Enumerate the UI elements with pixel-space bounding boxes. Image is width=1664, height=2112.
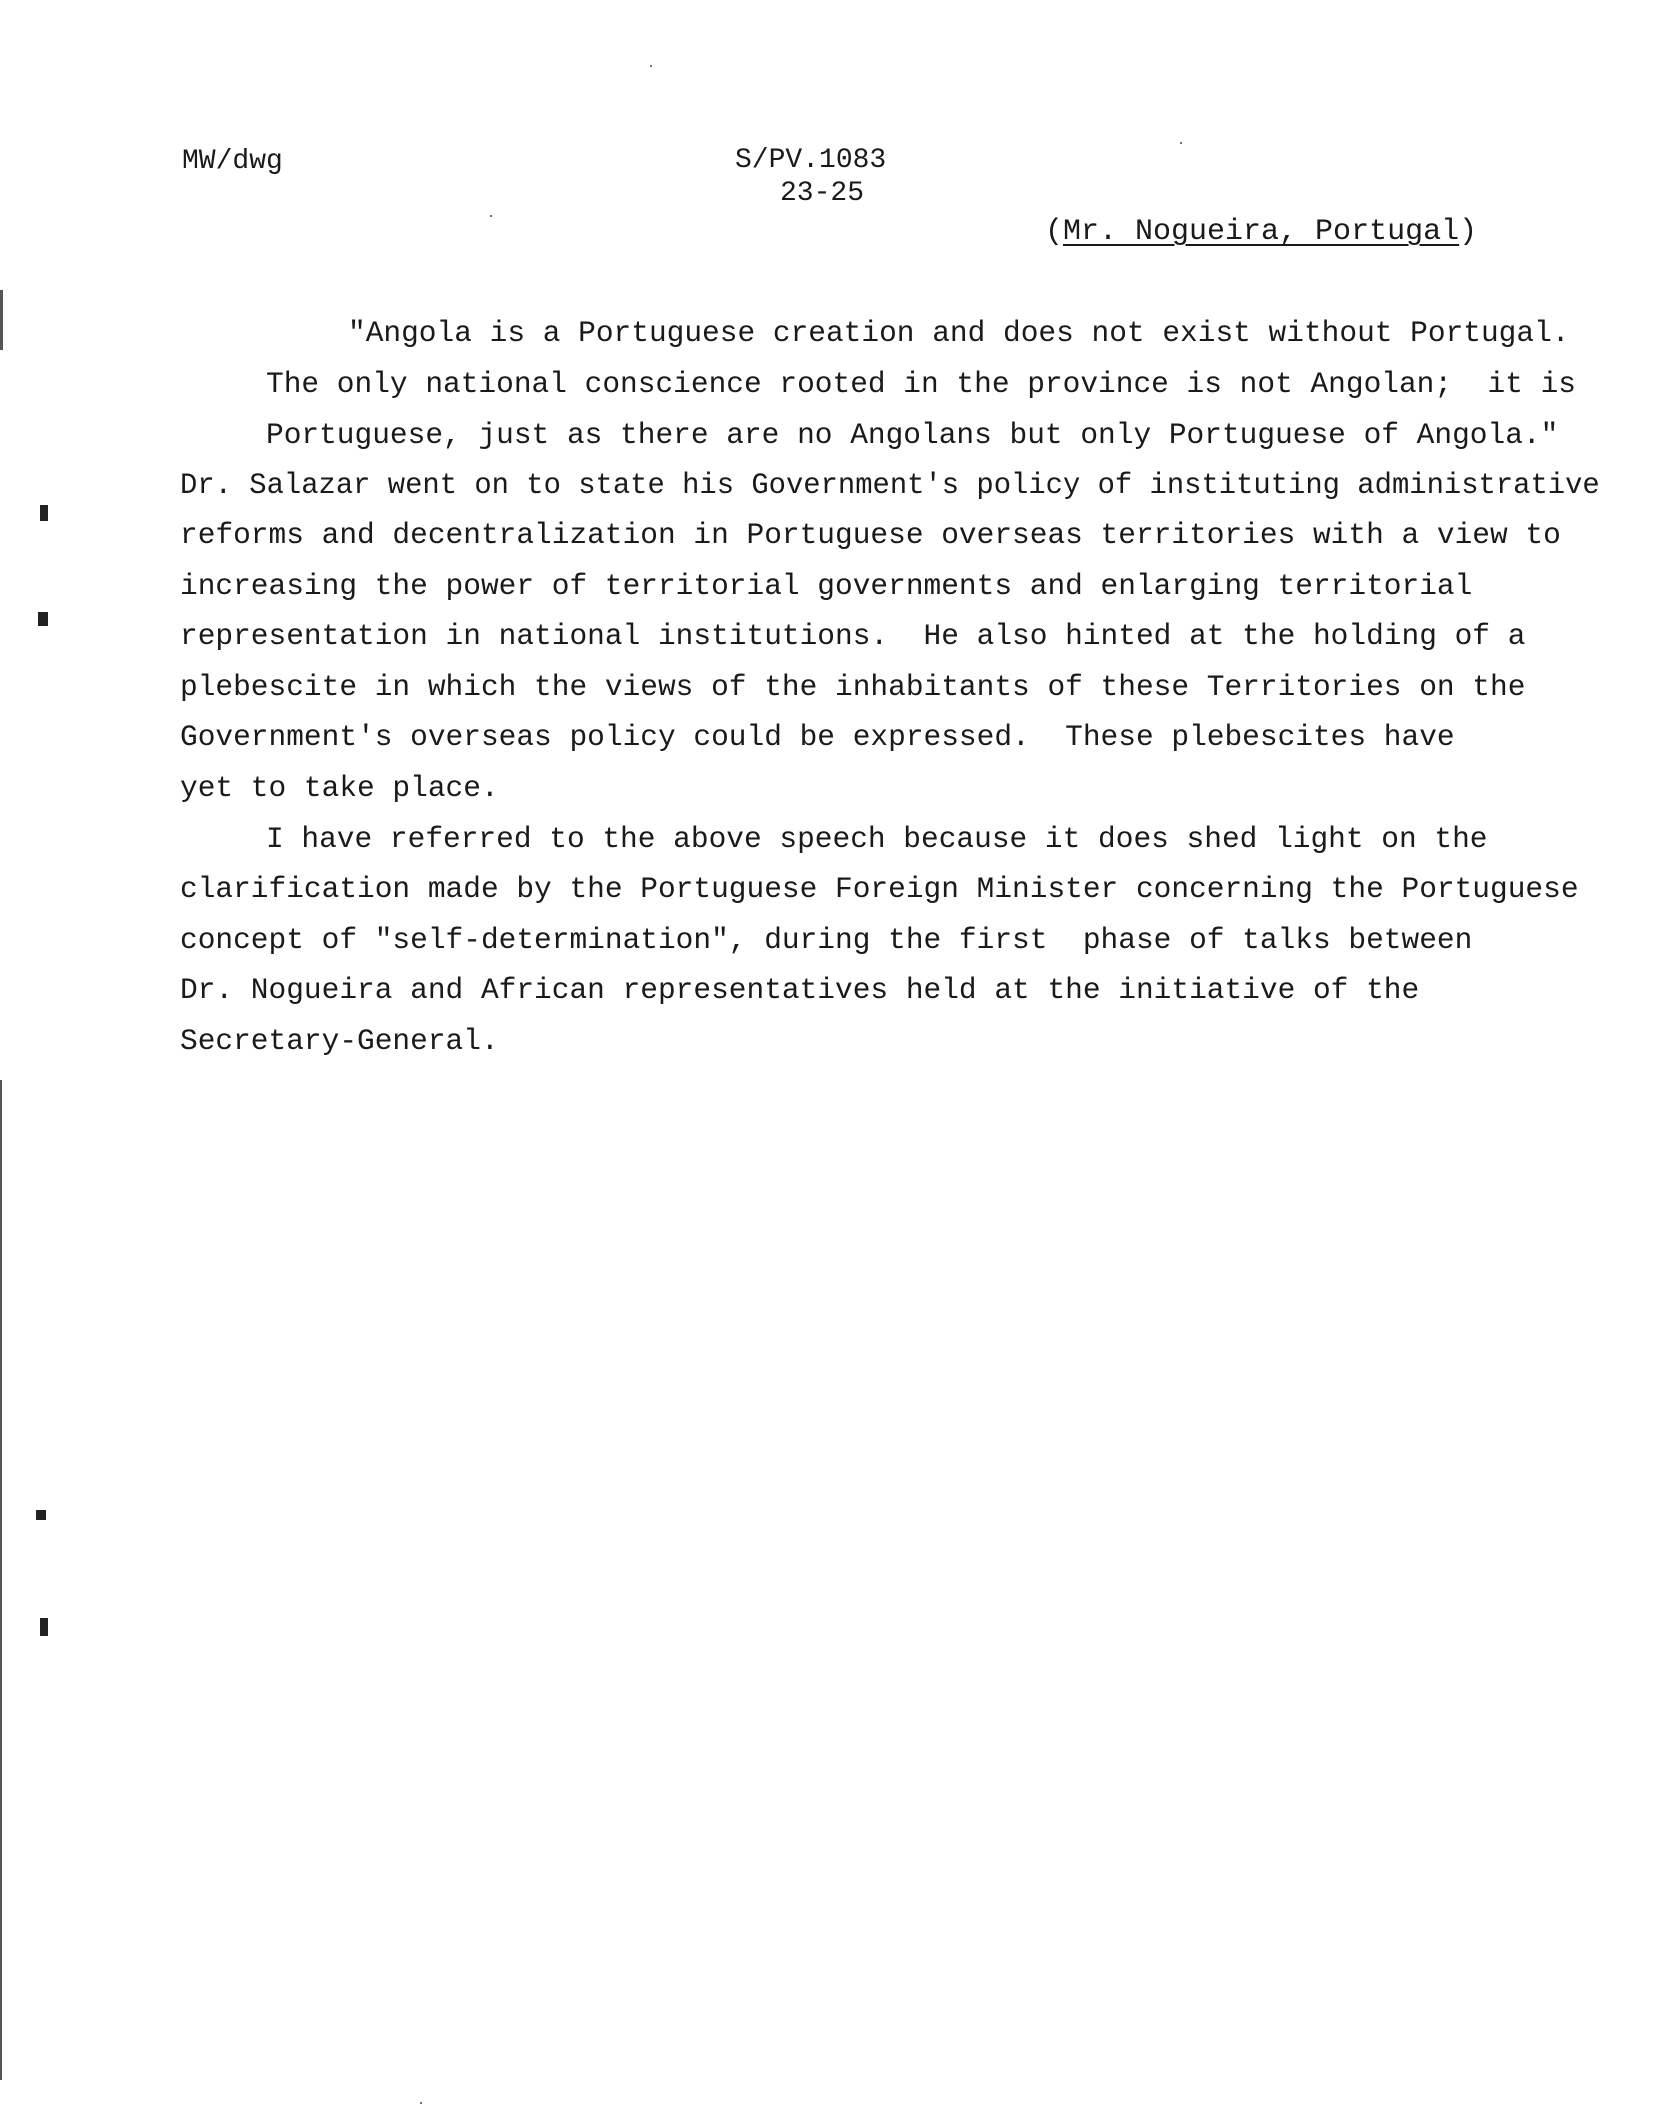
document-symbol: S/PV.1083 — [735, 145, 887, 176]
text-line: Dr. Salazar went on to state his Government's policy of instituting administrative — [180, 468, 1600, 502]
text-line: representation in national institutions. He also hinted at the holding of a — [180, 619, 1526, 653]
text-line: concept of "self-determination", during the first phase of talks between — [180, 923, 1473, 957]
typist-initials: MW/dwg — [182, 146, 283, 177]
speaker-name: Mr. Nogueira, Portugal — [1063, 215, 1460, 249]
text-line: "Angola is a Portuguese creation and does not exist without Portugal. — [348, 316, 1570, 350]
text-line: I have referred to the above speech because it does shed light on the — [266, 822, 1488, 856]
speaker-attribution: (Mr. Nogueira, Portugal) — [1045, 215, 1478, 249]
text-line: reforms and decentralization in Portuguese overseas territories with a view to — [180, 518, 1561, 552]
page-range: 23-25 — [780, 178, 865, 209]
text-line: clarification made by the Portuguese Foreign Minister concerning the Portuguese — [180, 872, 1579, 906]
text-line: yet to take place. — [180, 771, 499, 805]
text-line: The only national conscience rooted in the province is not Angolan; it is — [266, 367, 1577, 401]
text-line: increasing the power of territorial governments and enlarging territorial — [180, 569, 1473, 603]
text-line: Dr. Nogueira and African representatives held at the initiative of the — [180, 973, 1420, 1007]
text-line: Portuguese, just as there are no Angolans but only Portuguese of Angola." — [266, 418, 1559, 452]
text-line: Government's overseas policy could be expressed. These plebescites have — [180, 720, 1455, 754]
text-line: Secretary-General. — [180, 1024, 499, 1058]
text-line: plebescite in which the views of the inhabitants of these Territories on the — [180, 670, 1526, 704]
